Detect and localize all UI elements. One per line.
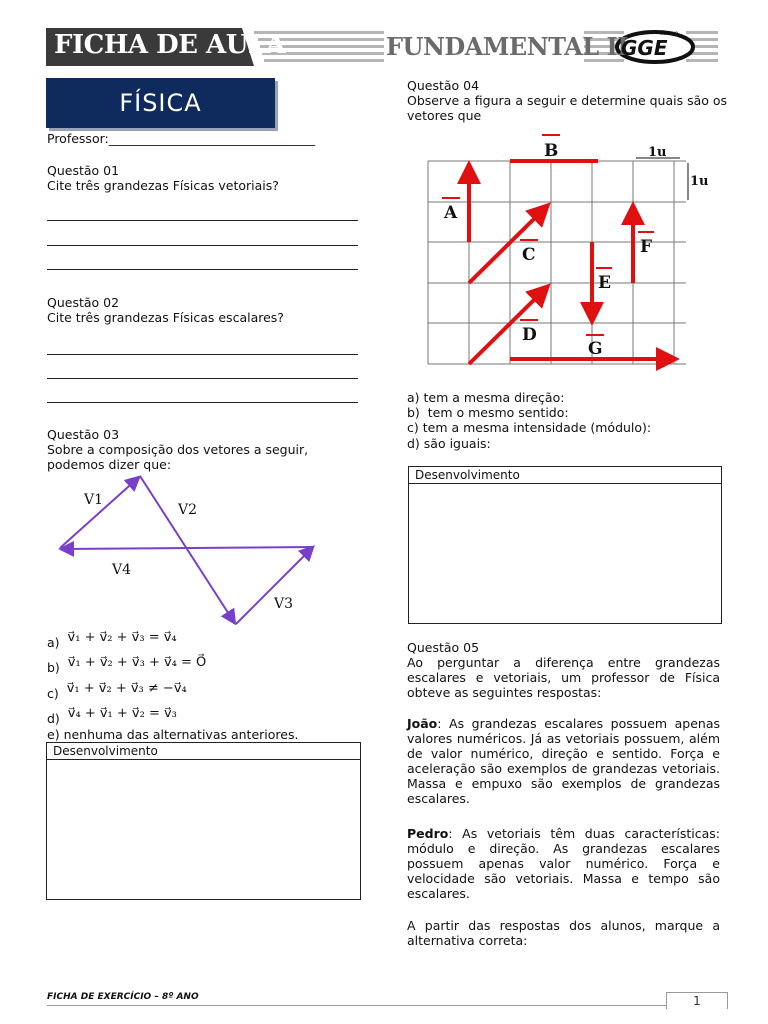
q05-intro: Ao perguntar a diferença entre grandezas escalares e vetoriais, um professor de Física obteve as seguintes respostas: (407, 655, 720, 700)
option-letter: b) (47, 660, 60, 675)
pedro-text: : As vetoriais têm duas características: módulo e direção. As grandezas escalares possuem apenas valor numérico. Força e velocidade são vetoriais. Massa e tempo são escalares. (407, 826, 720, 901)
q05-closing: A partir das respostas dos alunos, marque a alternativa correta: (407, 918, 720, 948)
q01-answer-line (47, 245, 358, 246)
q02-answer-line (47, 378, 358, 379)
option-expression: v⃗₄ + v⃗₁ + v⃗₂ = v⃗₃ (67, 706, 177, 721)
label-v4: V4 (112, 562, 132, 578)
label-a: A (444, 203, 458, 223)
option-letter: d) (47, 711, 60, 726)
q03-option-e (47, 727, 298, 742)
q02-title: Questão 02 (47, 295, 120, 310)
label-v1: V1 (84, 492, 104, 508)
unit-label-horizontal: 1u (648, 145, 667, 160)
q05-pedro-paragraph (407, 826, 720, 901)
q03-text-line1: Sobre a composição dos vetores a seguir, (47, 442, 309, 457)
page-number: 1 (666, 992, 728, 1009)
option-letter: c) (47, 686, 59, 701)
label-e: E (598, 273, 611, 293)
q04-option-b: b) tem o mesmo sentido: (407, 405, 569, 420)
option-letter: e) (47, 727, 60, 742)
logo-small-text: COLÉGIO (660, 31, 679, 36)
q01-answer-line (47, 269, 358, 270)
q04-text-line1: Observe a figura a seguir e determine quais são os (407, 93, 728, 108)
q04-development-label: Desenvolvimento (409, 467, 721, 484)
header-left-title: FICHA DE AULA (54, 30, 286, 60)
q04-title: Questão 04 (407, 78, 480, 93)
q02-text: Cite três grandezas Físicas escalares? (47, 310, 284, 325)
footer-label: FICHA DE EXERCÍCIO – 8º ANO (47, 992, 199, 1002)
option-expression: v⃗₁ + v⃗₂ + v⃗₃ = v⃗₄ (67, 630, 177, 645)
label-g: G (588, 339, 603, 359)
q05-title: Questão 05 (407, 640, 480, 655)
q01-title: Questão 01 (47, 163, 120, 178)
q03-option-b (47, 655, 207, 676)
label-d: D (522, 325, 537, 345)
q03-option-c (47, 681, 187, 702)
unit-label-vertical: 1u (690, 174, 708, 189)
option-expression: v⃗₁ + v⃗₂ + v⃗₃ + v⃗₄ = O⃗ (67, 655, 207, 670)
q03-text-line2: podemos dizer que: (47, 457, 172, 472)
joao-text: : As grandezas escalares possuem apenas valores numéricos. Já as vetoriais possuem, além de valor numérico, direção e sentido. Força e aceleração são exemplos de grandezas vetoriais. Massa e empuxo são exemplos de grandezas escalares. (407, 716, 720, 806)
subject-title: FÍSICA (119, 89, 202, 117)
professor-field: Professor:_________________________________ (47, 131, 315, 146)
q04-text-line2: vetores que (407, 108, 482, 123)
label-v2: V2 (178, 502, 198, 518)
label-c: C (522, 245, 536, 265)
vector-v4-arrow (62, 547, 314, 549)
subject-banner (46, 78, 275, 128)
q05-joao-paragraph (407, 716, 720, 806)
q03-option-d (47, 706, 177, 727)
q02-answer-line (47, 354, 358, 355)
pedro-name: Pedro (407, 826, 449, 841)
q03-development-label: Desenvolvimento (47, 743, 360, 760)
label-b: B (544, 141, 559, 161)
q03-development-box[interactable] (46, 742, 361, 900)
option-expression: v⃗₁ + v⃗₂ + v⃗₃ ≠ −v⃗₄ (66, 681, 187, 696)
footer-rule (47, 1005, 720, 1006)
q04-option-a: a) tem a mesma direção: (407, 390, 565, 405)
q01-answer-line (47, 220, 358, 221)
vector-composition-figure (54, 470, 324, 630)
logo-text: GGE (621, 36, 668, 60)
q03-option-a (47, 630, 177, 651)
grid-vectors-figure (408, 128, 708, 376)
joao-name: João (407, 716, 438, 731)
q03-title: Questão 03 (47, 427, 120, 442)
option-expression: nenhuma das alternativas anteriores. (63, 727, 299, 742)
q01-text: Cite três grandezas Físicas vetoriais? (47, 178, 279, 193)
q04-option-c: c) tem a mesma intensidade (módulo): (407, 420, 652, 435)
vector-v1-arrow (60, 478, 138, 548)
label-f: F (640, 237, 653, 257)
q02-answer-line (47, 402, 358, 403)
q04-development-box[interactable] (408, 466, 722, 624)
header-right-title: FUNDAMENTAL II (386, 32, 628, 61)
vector-v3-arrow (236, 548, 312, 624)
label-v3: V3 (274, 596, 294, 612)
option-letter: a) (47, 635, 60, 650)
q04-option-d: d) são iguais: (407, 436, 491, 451)
